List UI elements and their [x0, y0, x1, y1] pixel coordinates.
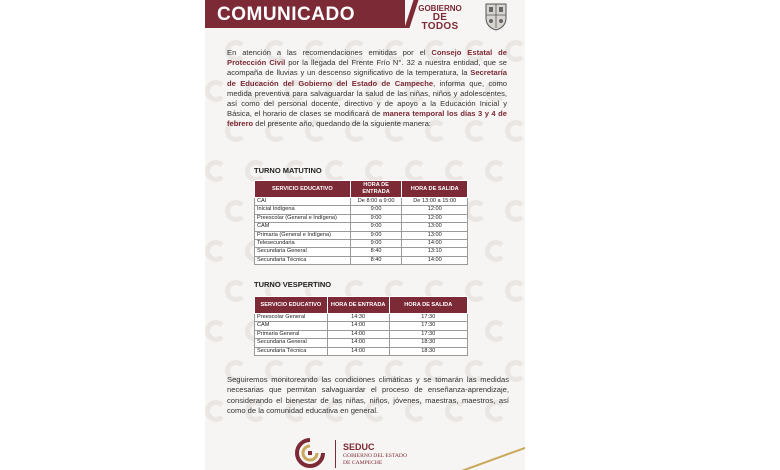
- turno-vespertino-title: TURNO VESPERTINO: [254, 280, 332, 289]
- table-row: [255, 231, 468, 239]
- service-cell: Secundaria General: [255, 339, 328, 347]
- table-row: [255, 206, 468, 214]
- entry-time-cell: De 8:00 a 9:00: [350, 198, 402, 206]
- table-row: [255, 214, 468, 222]
- exit-time-cell: 17:30: [389, 322, 467, 330]
- header: [205, 0, 525, 32]
- entry-time-cell: 14:00: [327, 347, 389, 355]
- watermark-glyph: [365, 160, 387, 182]
- table-row: [255, 314, 468, 322]
- turno-vespertino-table: [254, 296, 468, 356]
- service-cell: Preescolar (General e Indígena): [255, 214, 351, 222]
- exit-time-cell: 12:00: [402, 214, 468, 222]
- exit-time-cell: 13:00: [402, 231, 468, 239]
- service-cell: Primaria General: [255, 330, 328, 338]
- column-header: HORA DE ENTRADA: [327, 297, 389, 314]
- gobierno-line2: DE TODOS: [421, 12, 459, 32]
- page-title: COMUNICADO: [217, 4, 355, 25]
- entry-time-cell: 8:40: [350, 256, 402, 264]
- exit-time-cell: 13:10: [402, 248, 468, 256]
- footer-divider: [335, 440, 336, 468]
- exit-time-cell: De 13:00 a 15:00: [402, 198, 468, 206]
- closing-paragraph: Seguiremos monitoreando las condiciones climáticas y se tomarán las medidas necesarias que permitan salvaguardar el proceso de enseñanza-aprendizaje, considerando el bienestar de las niñas, niños, jóvenes, maestras, maestros, así como de la comunidad educativa en general.: [227, 375, 509, 415]
- exit-time-cell: 14:00: [402, 240, 468, 248]
- exit-time-cell: 12:00: [402, 206, 468, 214]
- title-banner: [205, 0, 405, 28]
- entry-time-cell: 14:00: [327, 339, 389, 347]
- service-cell: Telesecundaria: [255, 240, 351, 248]
- table-row: [255, 322, 468, 330]
- watermark-glyph: [225, 280, 247, 302]
- table-row: [255, 256, 468, 264]
- watermark-glyph: [405, 160, 427, 182]
- campeche-coat-of-arms-icon: [481, 1, 511, 31]
- column-header: HORA DE ENTRADA: [350, 181, 402, 198]
- service-cell: Primaria (General e Indígena): [255, 231, 351, 239]
- gobierno-line1: GOBIERNO: [418, 4, 462, 13]
- watermark-glyph: [205, 160, 227, 182]
- footer: [205, 436, 525, 470]
- watermark-glyph: [205, 240, 227, 262]
- intro-paragraph: En atención a las recomendaciones emitidas por el Consejo Estatal de Protección Civil por la llegada del Frente Frío N°. 32 a nuestra entidad, que se acompaña de lluvias y un descenso significativo de la temperatura, la Secretaría de Educación del Gobierno del Estado de Campeche, informa que, como medida preventiva para salvaguardar la salud de las niñas, niños y adolescentes, así como del personal docente, directivo y de apoyo a la Educación Inicial y Básica, el horario de clases se modificará de manera temporal los días 3 y 4 de febrero del presente año, quedando de la siguiente manera:: [227, 48, 508, 129]
- seduc-logo-icon: [295, 438, 325, 468]
- entry-time-cell: 9:00: [350, 206, 402, 214]
- exit-time-cell: 18:30: [389, 339, 467, 347]
- entry-time-cell: 9:00: [350, 223, 402, 231]
- seduc-subtitle-line1: GOBIERNO DEL ESTADO: [343, 453, 407, 459]
- gobierno-de-todos-logo: [417, 4, 463, 31]
- watermark-glyph: [205, 320, 227, 342]
- column-header: SERVICIO EDUCATIVO: [255, 181, 351, 198]
- watermark-glyph: [465, 280, 487, 302]
- exit-time-cell: 18:30: [389, 347, 467, 355]
- exit-time-cell: 13:00: [402, 223, 468, 231]
- column-header: HORA DE SALIDA: [402, 181, 468, 198]
- service-cell: CAM: [255, 223, 351, 231]
- column-header: SERVICIO EDUCATIVO: [255, 297, 328, 314]
- decorative-gold-line: [457, 441, 525, 470]
- turno-matutino-title: TURNO MATUTINO: [254, 166, 322, 175]
- service-cell: Secundaria Técnica: [255, 347, 328, 355]
- table-row: [255, 339, 468, 347]
- entry-time-cell: 14:30: [327, 314, 389, 322]
- watermark-glyph: [465, 200, 487, 222]
- service-cell: Inicial Indígena: [255, 206, 351, 214]
- service-cell: CAI: [255, 198, 351, 206]
- watermark-glyph: [485, 320, 507, 342]
- table-row: [255, 248, 468, 256]
- watermark-glyph: [225, 200, 247, 222]
- watermark-glyph: [505, 200, 525, 222]
- table-row: [255, 347, 468, 355]
- table-row: [255, 330, 468, 338]
- watermark-glyph: [485, 240, 507, 262]
- entry-time-cell: 9:00: [350, 231, 402, 239]
- watermark-glyph: [445, 160, 467, 182]
- exit-time-cell: 14:00: [402, 256, 468, 264]
- table-row: [255, 240, 468, 248]
- column-header: HORA DE SALIDA: [389, 297, 467, 314]
- watermark-glyph: [505, 280, 525, 302]
- service-cell: Secundaria Técnica: [255, 256, 351, 264]
- watermark-glyph: [205, 400, 227, 422]
- service-cell: CAM: [255, 322, 328, 330]
- seduc-subtitle: [343, 453, 407, 466]
- service-cell: Preescolar General: [255, 314, 328, 322]
- entry-time-cell: 9:00: [350, 214, 402, 222]
- entry-time-cell: 9:00: [350, 240, 402, 248]
- watermark-glyph: [325, 160, 347, 182]
- watermark-glyph: [205, 80, 227, 102]
- table-row: [255, 223, 468, 231]
- watermark-glyph: [505, 40, 525, 62]
- exit-time-cell: 17:30: [389, 330, 467, 338]
- table-row: [255, 198, 468, 206]
- communique-document: [205, 0, 525, 470]
- entry-time-cell: 8:40: [350, 248, 402, 256]
- entry-time-cell: 14:00: [327, 330, 389, 338]
- entry-time-cell: 14:00: [327, 322, 389, 330]
- watermark-glyph: [485, 160, 507, 182]
- watermark-glyph: [505, 120, 525, 142]
- seduc-name: SEDUC: [343, 442, 375, 452]
- service-cell: Secundaria General: [255, 248, 351, 256]
- seduc-subtitle-line2: DE CAMPECHE: [343, 459, 383, 466]
- exit-time-cell: 17:30: [389, 314, 467, 322]
- turno-matutino-table: [254, 180, 468, 265]
